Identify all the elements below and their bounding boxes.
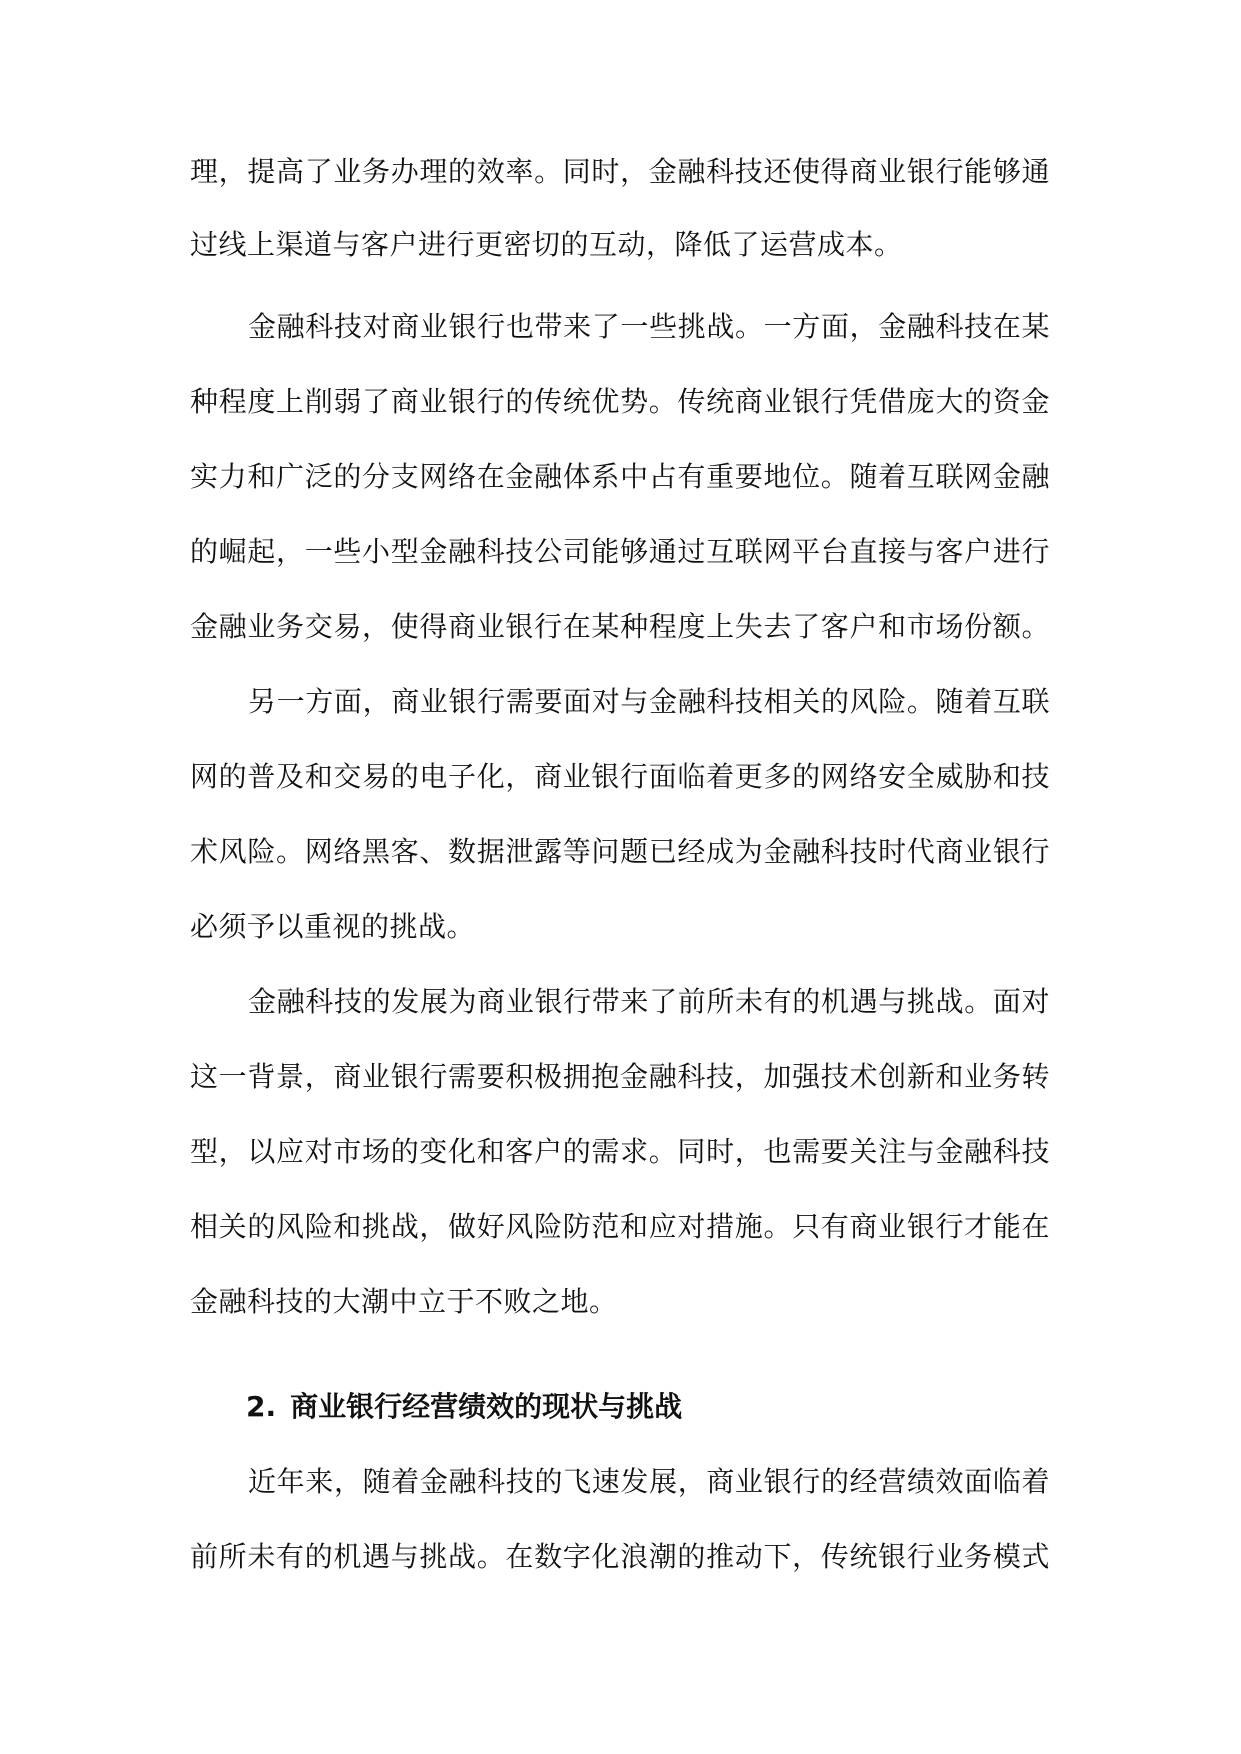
text-line: 金融科技的大潮中立于不败之地。 bbox=[190, 1285, 618, 1318]
text-line: 理，提高了业务办理的效率。同时，金融科技还使得商业银行能够通 bbox=[190, 155, 1050, 188]
section-title: 商业银行经营绩效的现状与挑战 bbox=[290, 1390, 683, 1423]
text-line: 过线上渠道与客户进行更密切的互动，降低了运营成本。 bbox=[190, 228, 903, 261]
text-line: 必须予以重视的挑战。 bbox=[190, 910, 476, 943]
text-line: 种程度上削弱了商业银行的传统优势。传统商业银行凭借庞大的资金 bbox=[190, 385, 1050, 418]
text-line: 近年来，随着金融科技的飞速发展，商业银行的经营绩效面临着 bbox=[248, 1465, 1050, 1498]
text-line: 另一方面，商业银行需要面对与金融科技相关的风险。随着互联 bbox=[248, 685, 1050, 718]
section-number: 2. bbox=[246, 1390, 277, 1423]
text-line: 金融业务交易，使得商业银行在某种程度上失去了客户和市场份额。 bbox=[190, 610, 1050, 643]
text-line: 这一背景，商业银行需要积极拥抱金融科技，加强技术创新和业务转 bbox=[190, 1060, 1050, 1093]
text-line: 金融科技对商业银行也带来了一些挑战。一方面，金融科技在某 bbox=[248, 310, 1050, 343]
text-line: 实力和广泛的分支网络在金融体系中占有重要地位。随着互联网金融 bbox=[190, 460, 1050, 493]
text-line: 金融科技的发展为商业银行带来了前所未有的机遇与挑战。面对 bbox=[248, 985, 1050, 1018]
text-line: 相关的风险和挑战，做好风险防范和应对措施。只有商业银行才能在 bbox=[190, 1210, 1050, 1243]
text-line: 网的普及和交易的电子化，商业银行面临着更多的网络安全威胁和技 bbox=[190, 760, 1050, 793]
text-line: 型，以应对市场的变化和客户的需求。同时，也需要关注与金融科技 bbox=[190, 1135, 1050, 1168]
section-heading bbox=[246, 1387, 682, 1427]
text-line: 的崛起，一些小型金融科技公司能够通过互联网平台直接与客户进行 bbox=[190, 535, 1050, 568]
text-line: 前所未有的机遇与挑战。在数字化浪潮的推动下，传统银行业务模式 bbox=[190, 1540, 1050, 1573]
text-line: 术风险。网络黑客、数据泄露等问题已经成为金融科技时代商业银行 bbox=[190, 835, 1050, 868]
